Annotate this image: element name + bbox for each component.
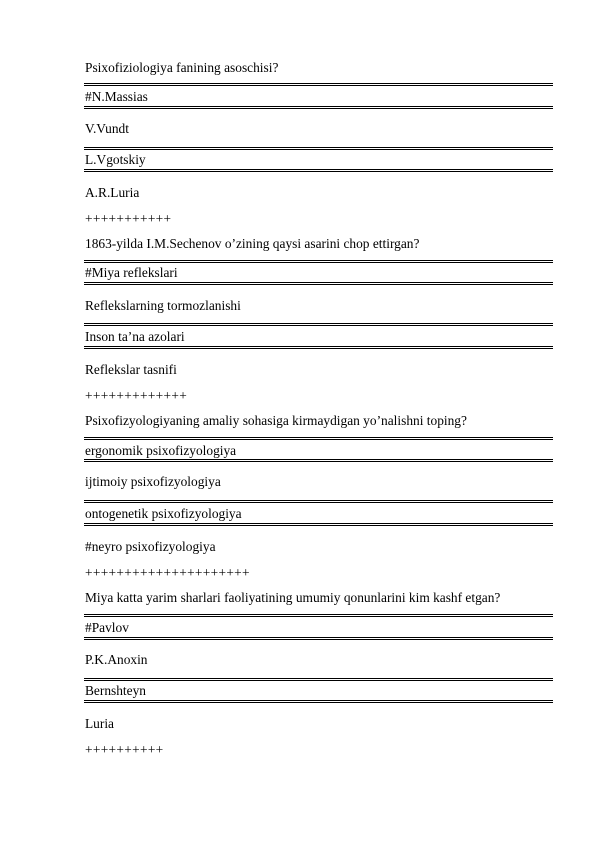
divider — [84, 260, 553, 263]
divider — [84, 106, 553, 109]
divider — [84, 282, 553, 285]
question-text: Miya katta yarim sharlari faoliyatining umumiy qonunlarini kim kashf etgan? — [85, 590, 501, 605]
divider — [84, 700, 553, 703]
answer-option: Reflekslar tasnifi — [85, 362, 177, 377]
divider — [84, 500, 553, 503]
answer-option: Luria — [85, 716, 114, 731]
question-text: Psixofizyologiyaning amaliy sohasiga kirmaydigan yo’nalishni toping? — [85, 413, 467, 428]
divider — [84, 459, 553, 462]
answer-option: Reflekslarning tormozlanishi — [85, 298, 241, 313]
question-text: 1863-yilda I.M.Sechenov o’zining qaysi asarini chop ettirgan? — [85, 236, 420, 251]
answer-option: ontogenetik psixofizyologiya — [85, 506, 242, 521]
question-separator: +++++++++++++ — [85, 388, 188, 403]
answer-option: A.R.Luria — [85, 185, 140, 200]
answer-option: #Pavlov — [85, 620, 129, 635]
divider — [84, 169, 553, 172]
answer-option: ijtimoiy psixofizyologiya — [85, 474, 221, 489]
answer-option: L.Vgotskiy — [85, 152, 146, 167]
divider — [84, 323, 553, 326]
divider — [84, 614, 553, 617]
question-separator: +++++++++++++++++++++ — [85, 565, 250, 580]
answer-option: ergonomik psixofizyologiya — [85, 443, 237, 458]
question-separator: ++++++++++ — [85, 742, 164, 757]
answer-option: #neyro psixofizyologiya — [85, 539, 216, 554]
divider — [84, 437, 553, 440]
answer-option: P.K.Anoxin — [85, 652, 148, 667]
answer-option: Inson ta’na azolari — [85, 329, 185, 344]
answer-option: Bernshteyn — [85, 683, 146, 698]
answer-option: V.Vundt — [85, 121, 129, 136]
question-separator: +++++++++++ — [85, 211, 172, 226]
divider — [84, 147, 553, 150]
divider — [84, 523, 553, 526]
answer-option: #Miya reflekslari — [85, 265, 178, 280]
divider — [84, 637, 553, 640]
divider — [84, 678, 553, 681]
question-text: Psixofiziologiya fanining asoschisi? — [85, 60, 279, 75]
answer-option: #N.Massias — [85, 89, 148, 104]
divider — [84, 346, 553, 349]
divider — [84, 83, 553, 86]
